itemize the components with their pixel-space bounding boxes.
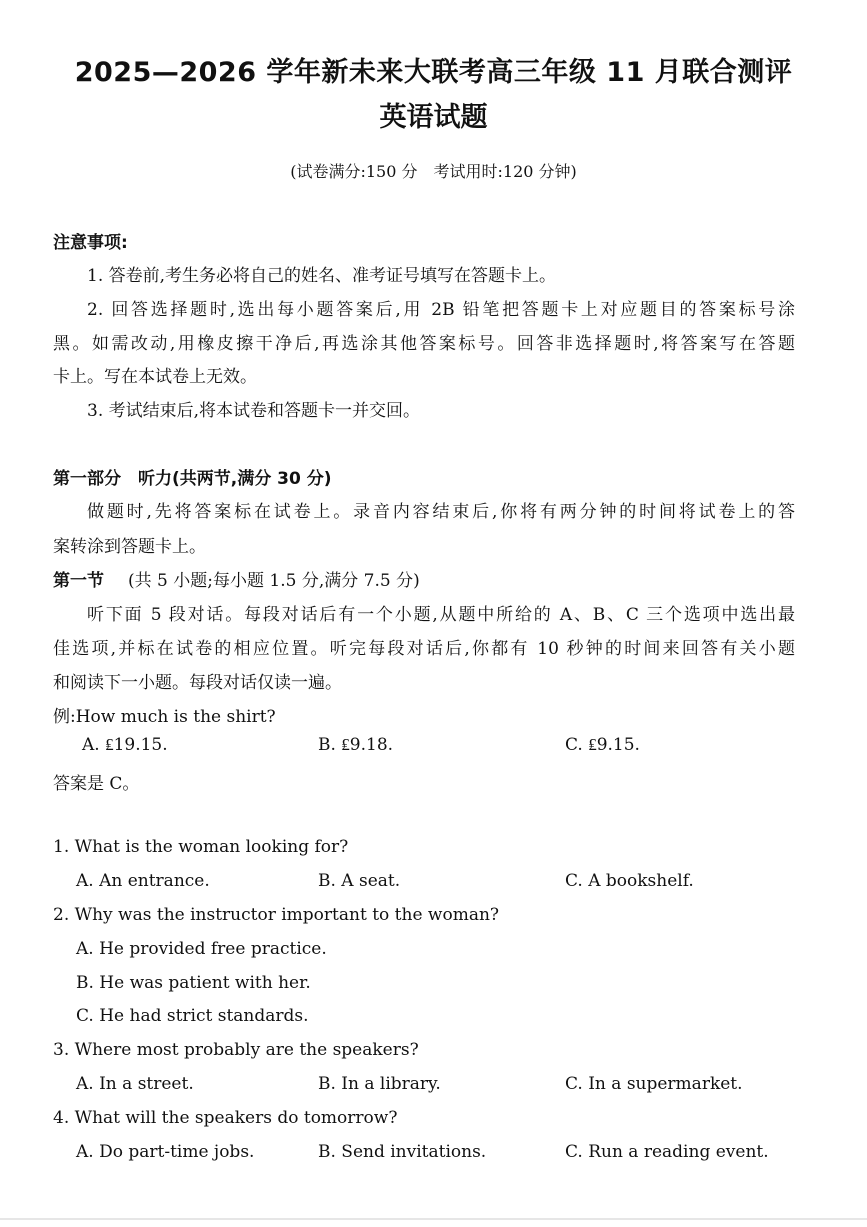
notice-item-2-line-3: 卡上。写在本试卷上无效。 (53, 367, 257, 387)
section-1-instruction-line-1: 听下面 5 段对话。每段对话后有一个小题,从题中所给的 A、B、C 三个选项中选出最 (87, 605, 795, 625)
example-option-c: C. ₤9.15. (565, 735, 640, 755)
page-bottom-divider (0, 1218, 867, 1220)
question-1-option-a: A. An entrance. (76, 871, 210, 891)
question-2-option-a: A. He provided free practice. (76, 939, 327, 959)
question-1-option-b: B. A seat. (318, 871, 401, 891)
notice-heading: 注意事项: (53, 233, 128, 253)
section-1-info: (共 5 小题;每小题 1.5 分,满分 7.5 分) (128, 571, 420, 591)
part-1-heading: 第一部分 听力(共两节,满分 30 分) (53, 469, 332, 489)
question-4-option-a: A. Do part-time jobs. (76, 1142, 255, 1162)
notice-item-3: 3. 考试结束后,将本试卷和答题卡一并交回。 (87, 401, 421, 421)
section-1-instruction-line-2: 佳选项,并标在试卷的相应位置。听完每段对话后,你都有 10 秒钟的时间来回答有关小题 (53, 639, 795, 659)
example-option-a: A. ₤19.15. (82, 735, 168, 755)
section-1-instruction-line-3: 和阅读下一小题。每段对话仅读一遍。 (53, 673, 342, 693)
question-3-option-b: B. In a library. (318, 1074, 441, 1094)
part-1-intro-line-2: 案转涂到答题卡上。 (53, 537, 206, 557)
part-1-intro-line-1: 做题时,先将答案标在试卷上。录音内容结束后,你将有两分钟的时间将试卷上的答 (87, 502, 795, 522)
question-1-stem: 1. What is the woman looking for? (53, 837, 349, 857)
example-answer: 答案是 C。 (53, 774, 140, 794)
exam-meta: (试卷满分:150 分 考试用时:120 分钟) (290, 162, 577, 181)
question-2-stem: 2. Why was the instructor important to the woman? (53, 905, 500, 925)
question-4-option-c: C. Run a reading event. (565, 1142, 769, 1162)
notice-item-2-line-1: 2. 回答选择题时,选出每小题答案后,用 2B 铅笔把答题卡上对应题目的答案标号涂 (87, 300, 795, 320)
notice-item-2-line-2: 黑。如需改动,用橡皮擦干净后,再选涂其他答案标号。回答非选择题时,将答案写在答题 (53, 334, 795, 354)
question-4-stem: 4. What will the speakers do tomorrow? (53, 1108, 398, 1128)
question-3-option-a: A. In a street. (76, 1074, 194, 1094)
example-option-b: B. ₤9.18. (318, 735, 394, 755)
example-question: 例:How much is the shirt? (53, 707, 276, 727)
question-3-stem: 3. Where most probably are the speakers? (53, 1040, 419, 1060)
question-1-option-c: C. A bookshelf. (565, 871, 694, 891)
question-3-option-c: C. In a supermarket. (565, 1074, 743, 1094)
notice-item-1: 1. 答卷前,考生务必将自己的姓名、准考证号填写在答题卡上。 (87, 266, 557, 286)
exam-subject: 英语试题 (379, 102, 488, 133)
question-4-option-b: B. Send invitations. (318, 1142, 487, 1162)
question-2-option-c: C. He had strict standards. (76, 1006, 309, 1026)
section-1-heading: 第一节 (53, 571, 104, 591)
question-2-option-b: B. He was patient with her. (76, 973, 311, 993)
exam-title: 2025—2026 学年新未来大联考高三年级 11 月联合测评 (74, 57, 793, 88)
